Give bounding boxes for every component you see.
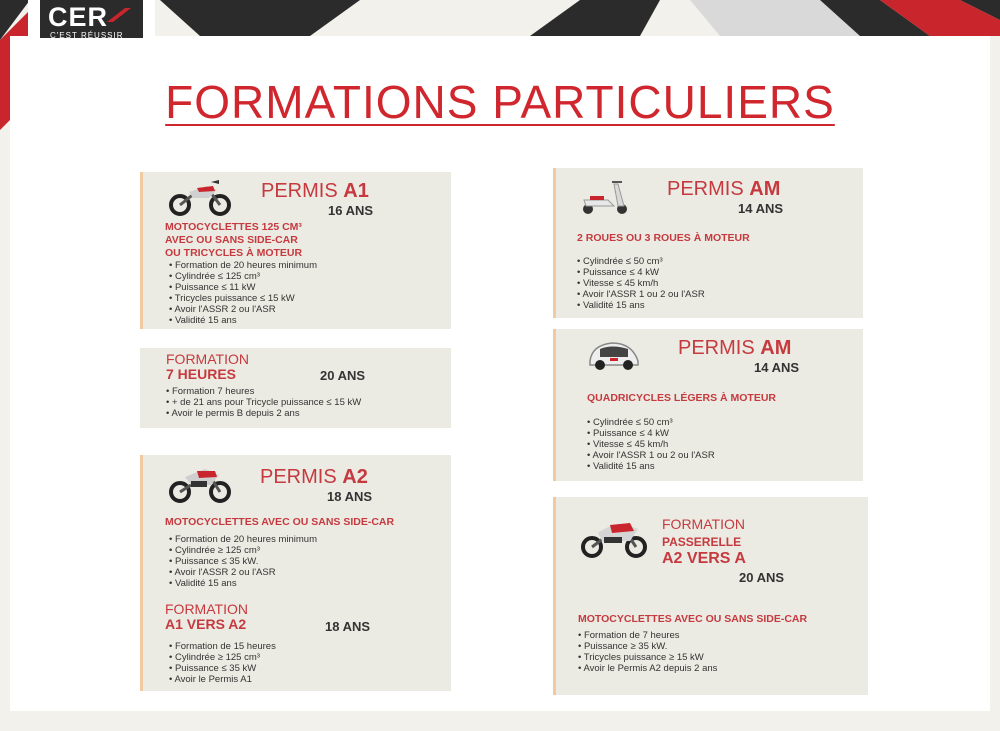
card-am2-age: 14 ANS xyxy=(754,360,800,375)
list-item: • Puissance ≤ 35 kW. xyxy=(169,556,317,567)
quadricycle-icon xyxy=(586,339,642,371)
card-passerelle-age: 20 ANS xyxy=(739,570,785,585)
motorcycle-icon xyxy=(578,515,650,559)
list-item: • Puissance ≤ 11 kW xyxy=(169,282,317,293)
list-item: • + de 21 ans pour Tricycle puissance ≤ 15 kW xyxy=(166,397,361,408)
page-title: FORMATIONS PARTICULIERS xyxy=(165,76,835,128)
card-am2-subtitle: QUADRICYCLES LÉGERS À MOTEUR xyxy=(587,392,777,404)
list-item: • Puissance ≤ 4 kW xyxy=(587,428,715,439)
card-a1-list xyxy=(169,260,317,326)
card-a1-title: PERMIS A1 xyxy=(261,180,369,202)
list-item: • Avoir l'ASSR 1 ou 2 ou l'ASR xyxy=(577,289,705,300)
card-am1-age: 14 ANS xyxy=(738,201,784,216)
list-item: • Validité 15 ans xyxy=(587,461,715,472)
list-item: • Cylindrée ≥ 125 cm³ xyxy=(169,545,317,556)
card-permis-a2 xyxy=(140,455,451,691)
card-passerelle-list xyxy=(578,630,717,674)
motorcycle-icon xyxy=(167,178,233,216)
scooter-icon xyxy=(578,180,632,216)
list-item: • Avoir l'ASSR 1 ou 2 ou l'ASR xyxy=(587,450,715,461)
card-passerelle-title: FORMATION PASSERELLE A2 VERS A xyxy=(662,516,746,567)
list-item: • Cylindrée ≤ 50 cm³ xyxy=(577,256,705,267)
list-item: • Avoir le Permis A2 depuis 2 ans xyxy=(578,663,717,674)
list-item: • Avoir le permis B depuis 2 ans xyxy=(166,408,361,419)
card-a1-to-a2-title: FORMATION A1 VERS A2 xyxy=(165,601,248,632)
card-am1-title: PERMIS AM xyxy=(667,178,781,200)
card-am2-list xyxy=(587,417,715,472)
card-a2-age: 18 ANS xyxy=(327,489,373,504)
list-item: • Avoir le Permis A1 xyxy=(169,674,276,685)
list-item: • Formation 7 heures xyxy=(166,386,361,397)
card-a1-to-a2-age: 18 ANS xyxy=(325,619,371,634)
card-passerelle-subtitle: MOTOCYCLETTES AVEC OU SANS SIDE-CAR xyxy=(578,613,808,625)
list-item: • Avoir l'ASSR 2 ou l'ASR xyxy=(169,567,317,578)
card-7h-list xyxy=(166,386,361,419)
logo-name: CER xyxy=(48,2,109,32)
card-a1-age: 16 ANS xyxy=(328,203,374,218)
list-item: • Vitesse ≤ 45 km/h xyxy=(587,439,715,450)
card-permis-a1 xyxy=(140,172,451,329)
list-item: • Tricycles puissance ≤ 15 kW xyxy=(169,293,317,304)
logo-tagline: C'EST RÉUSSIR xyxy=(50,31,124,40)
motorcycle-icon xyxy=(167,463,233,503)
list-item: • Validité 15 ans xyxy=(169,578,317,589)
list-item: • Validité 15 ans xyxy=(577,300,705,311)
list-item: • Formation de 7 heures xyxy=(578,630,717,641)
card-formation-7h xyxy=(140,348,451,428)
card-a1-subtitle: MOTOCYCLETTES 125 CM³ AVEC OU SANS SIDE-CAR OU TRICYCLES À MOTEUR xyxy=(165,221,303,259)
logo-mark-icon xyxy=(103,6,133,24)
list-item: • Puissance ≥ 35 kW. xyxy=(578,641,717,652)
list-item: • Validité 15 ans xyxy=(169,315,317,326)
list-item: • Cylindrée ≤ 125 cm³ xyxy=(169,271,317,282)
card-a2-list xyxy=(169,534,317,589)
card-a2-title: PERMIS A2 xyxy=(260,466,368,488)
list-item: • Formation de 20 heures minimum xyxy=(169,260,317,271)
list-item: • Vitesse ≤ 45 km/h xyxy=(577,278,705,289)
card-a2-subtitle: MOTOCYCLETTES AVEC OU SANS SIDE-CAR xyxy=(165,516,395,528)
list-item: • Tricycles puissance ≥ 15 kW xyxy=(578,652,717,663)
list-item: • Cylindrée ≤ 50 cm³ xyxy=(587,417,715,428)
card-permis-am-quadricycle xyxy=(553,329,863,481)
card-7h-age: 20 ANS xyxy=(320,368,366,383)
list-item: • Cylindrée ≥ 125 cm³ xyxy=(169,652,276,663)
list-item: • Avoir l'ASSR 2 ou l'ASR xyxy=(169,304,317,315)
list-item: • Formation de 20 heures minimum xyxy=(169,534,317,545)
list-item: • Formation de 15 heures xyxy=(169,641,276,652)
list-item: • Puissance ≤ 4 kW xyxy=(577,267,705,278)
card-permis-am-scooter xyxy=(553,168,863,318)
card-a1-to-a2-list xyxy=(169,641,276,685)
list-item: • Puissance ≤ 35 kW xyxy=(169,663,276,674)
card-am1-list xyxy=(577,256,705,311)
card-passerelle-a2-vers-a xyxy=(553,497,868,695)
card-am1-subtitle: 2 ROUES OU 3 ROUES À MOTEUR xyxy=(577,232,750,244)
card-7h-title: FORMATION 7 HEURES xyxy=(166,351,249,382)
card-am2-title: PERMIS AM xyxy=(678,337,792,359)
